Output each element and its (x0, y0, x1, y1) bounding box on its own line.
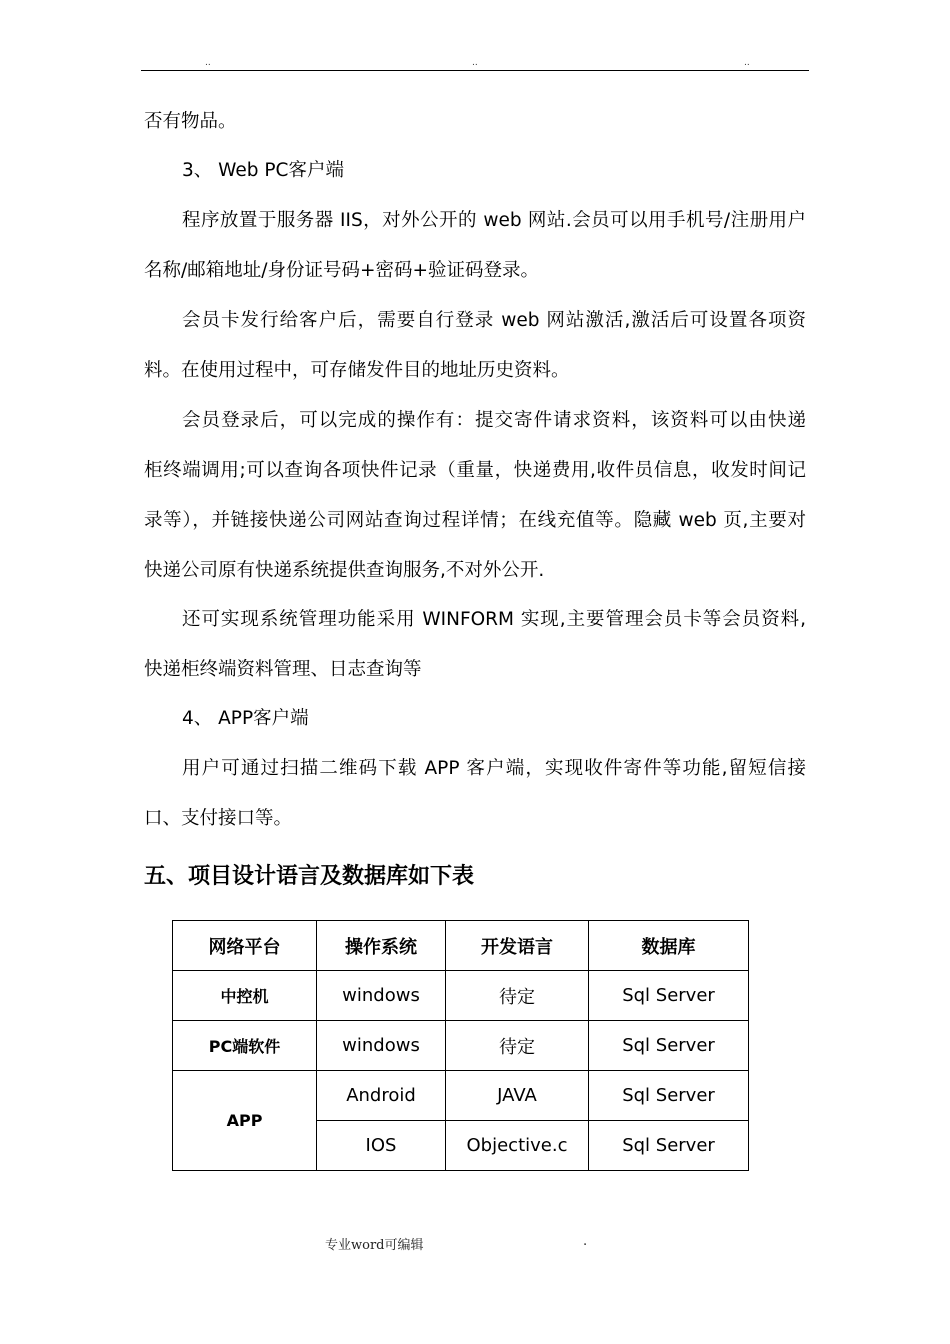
db-cell: Sql Server (589, 1121, 749, 1171)
paragraph-line: 快递柜终端资料管理、日志查询等 (144, 659, 422, 680)
paragraph-line: 录等），并链接快递公司网站查询过程详情；在线充值等。隐藏 web 页,主要对 (144, 510, 806, 531)
paragraph-line: 料。在使用过程中，可存储发件目的地址历史资料。 (144, 360, 570, 381)
platform-cell: PC端软件 (173, 1021, 317, 1071)
header-mark-center: .. (472, 58, 478, 68)
table-header-cell: 网络平台 (173, 921, 317, 971)
footer-note: 专业word可编辑 (325, 1238, 424, 1253)
subheading-app-client: 4、 APP客户端 (182, 708, 309, 729)
table-header-cell: 数据库 (589, 921, 749, 971)
os-cell: IOS (317, 1121, 446, 1171)
paragraph-line: 用户可通过扫描二维码下载 APP 客户端，实现收件寄件等功能,留短信接 (182, 758, 806, 779)
paragraph-line: 名称/邮箱地址/身份证号码+密码+验证码登录。 (144, 260, 539, 281)
lang-cell: JAVA (446, 1071, 589, 1121)
platform-cell: 中控机 (173, 971, 317, 1021)
lang-cell: 待定 (446, 1021, 589, 1071)
header-rule (141, 70, 809, 71)
tech-stack-table (172, 920, 749, 1171)
platform-cell: APP (173, 1071, 317, 1171)
header-mark-right: .. (744, 58, 750, 68)
paragraph-line: 程序放置于服务器 IIS，对外公开的 web 网站.会员可以用手机号/注册用户 (182, 210, 806, 231)
paragraph-line: 否有物品。 (144, 111, 237, 132)
paragraph-line: 会员卡发行给客户后，需要自行登录 web 网站激活,激活后可设置各项资 (182, 310, 806, 331)
table-row (173, 971, 749, 1021)
table-row (173, 1021, 749, 1071)
paragraph-line: 还可实现系统管理功能采用 WINFORM 实现,主要管理会员卡等会员资料, (182, 609, 806, 630)
lang-cell: 待定 (446, 971, 589, 1021)
paragraph-line: 快递公司原有快递系统提供查询服务,不对外公开. (144, 560, 545, 581)
db-cell: Sql Server (589, 1021, 749, 1071)
footer-dot: . (583, 1234, 588, 1249)
table-header-cell: 开发语言 (446, 921, 589, 971)
paragraph-line: 口、支付接口等。 (144, 808, 293, 829)
section-heading: 五、项目设计语言及数据库如下表 (144, 864, 475, 889)
table-header-row (173, 921, 749, 971)
table-header-cell: 操作系统 (317, 921, 446, 971)
header-mark-left: .. (205, 58, 211, 68)
table-row (173, 1071, 749, 1121)
paragraph-line: 柜终端调用;可以查询各项快件记录（重量，快递费用,收件员信息，收发时间记 (144, 460, 806, 481)
lang-cell: Objective.c (446, 1121, 589, 1171)
os-cell: Android (317, 1071, 446, 1121)
os-cell: windows (317, 971, 446, 1021)
subheading-web-pc-client: 3、 Web PC客户端 (182, 160, 344, 181)
paragraph-line: 会员登录后，可以完成的操作有：提交寄件请求资料，该资料可以由快递 (182, 410, 806, 431)
db-cell: Sql Server (589, 971, 749, 1021)
os-cell: windows (317, 1021, 446, 1071)
db-cell: Sql Server (589, 1071, 749, 1121)
